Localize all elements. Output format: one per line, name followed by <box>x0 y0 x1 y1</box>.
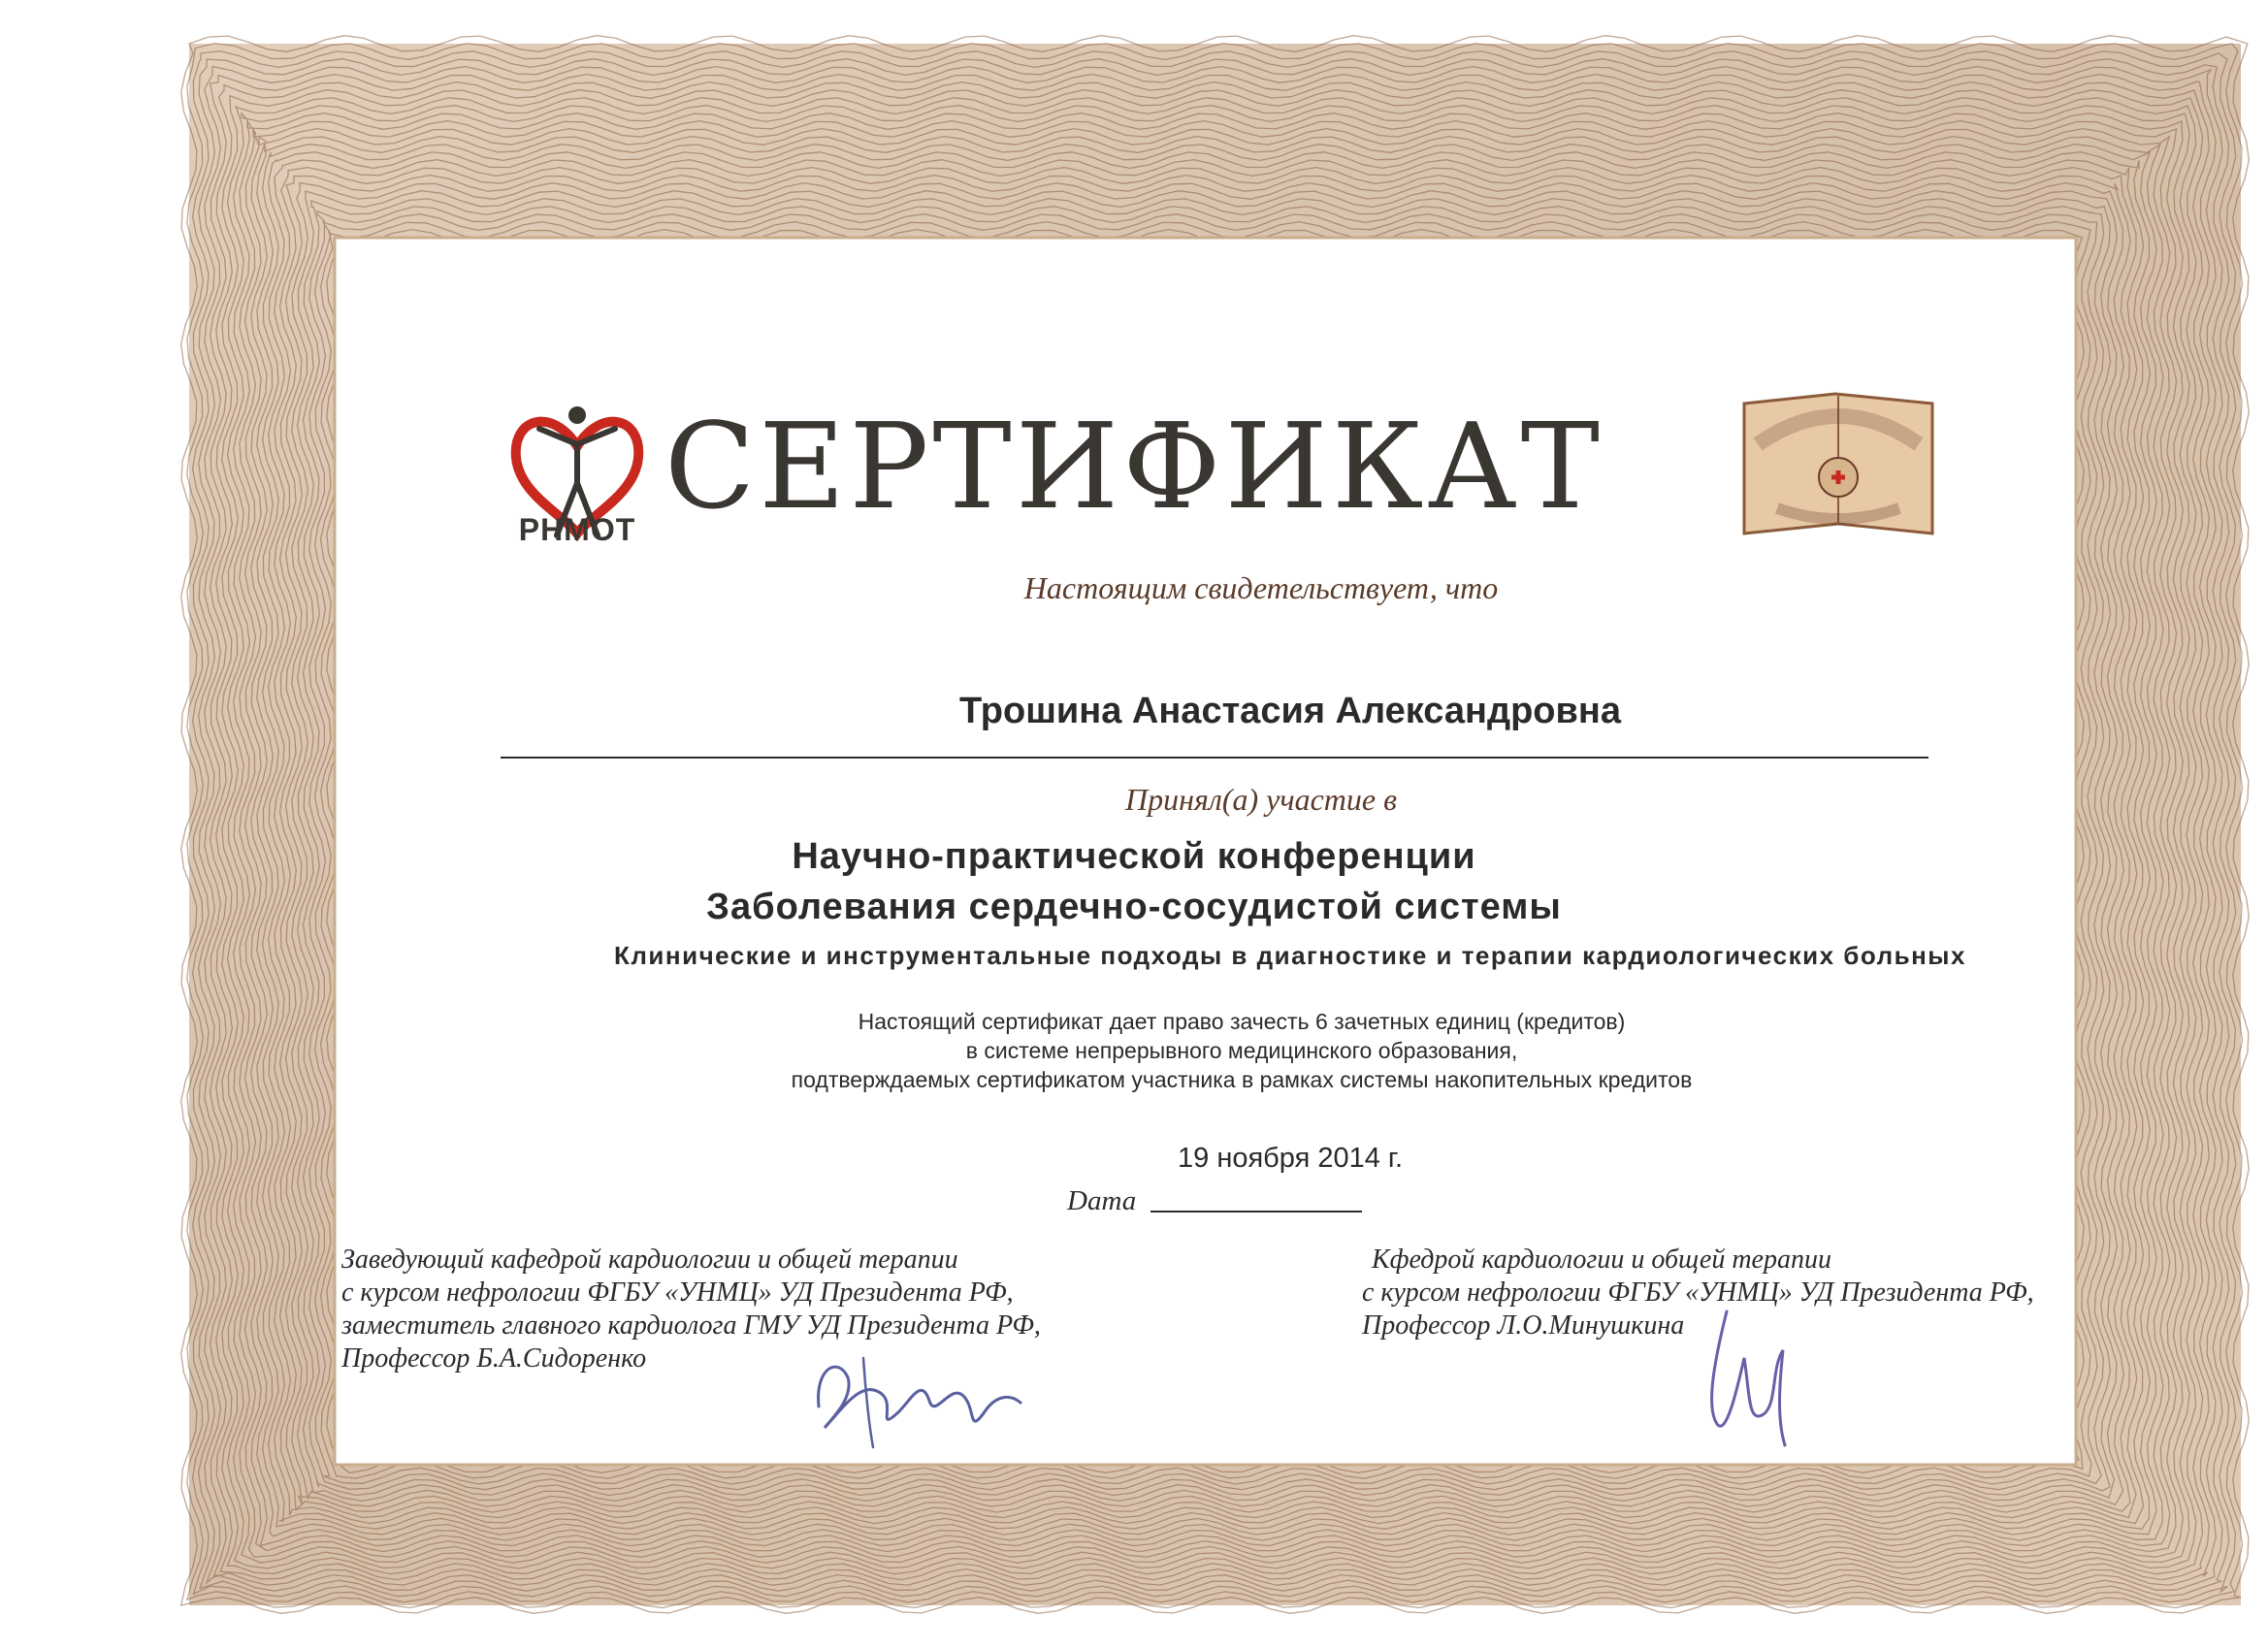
signatory-left-line: Заведующий кафедрой кардиологии и общей терапии <box>341 1245 958 1275</box>
recipient-underline <box>501 757 1928 759</box>
intro-text: Настоящим свидетельствует, что <box>1023 570 1499 605</box>
signatory-right-line: Кфедрой кардиологии и общей терапии <box>1372 1245 1831 1275</box>
signatory-left-name: Профессор Б.А.Сидоренко <box>341 1343 647 1374</box>
credit-text-line: подтверждаемых сертификатом участника в рамках системы накопительных кредитов <box>791 1067 1693 1092</box>
handwritten-signature-right <box>1688 1300 1795 1455</box>
event-subtitle: Клинические и инструментальные подходы в диагностике и терапии кардиологических больных <box>614 941 1966 970</box>
handwritten-signature-left <box>805 1339 1048 1455</box>
rnmot-logo-label: РНМОТ <box>518 512 636 547</box>
certificate-title: СЕРТИФИКАТ <box>664 398 1604 535</box>
issue-date: 19 ноября 2014 г. <box>1178 1143 1403 1174</box>
signatory-left-line: заместитель главного кардиолога ГМУ УД Президента РФ, <box>341 1310 1041 1341</box>
date-label: Dата <box>1067 1185 1137 1216</box>
signatory-right-line: с курсом нефрологии ФГБУ «УНМЦ» УД Президента РФ, <box>1362 1277 2034 1308</box>
event-name: Заболевания сердечно-сосудистой системы <box>706 887 1562 927</box>
date-underline <box>1150 1211 1362 1212</box>
event-type: Научно-практической конференции <box>792 836 1476 877</box>
participation-text: Принял(а) участие в <box>1125 782 1397 817</box>
credit-text-line: Настоящий сертификат дает право зачесть 6 зачетных единиц (кредитов) <box>858 1009 1626 1034</box>
credit-text-line: в системе непрерывного медицинского образования, <box>965 1038 1518 1063</box>
signatory-right-name: Профессор Л.О.Минушкина <box>1362 1310 1685 1341</box>
signatory-left-line: с курсом нефрологии ФГБУ «УНМЦ» УД Президента РФ, <box>341 1277 1014 1308</box>
recipient-name: Трошина Анастасия Александровна <box>959 691 1621 731</box>
